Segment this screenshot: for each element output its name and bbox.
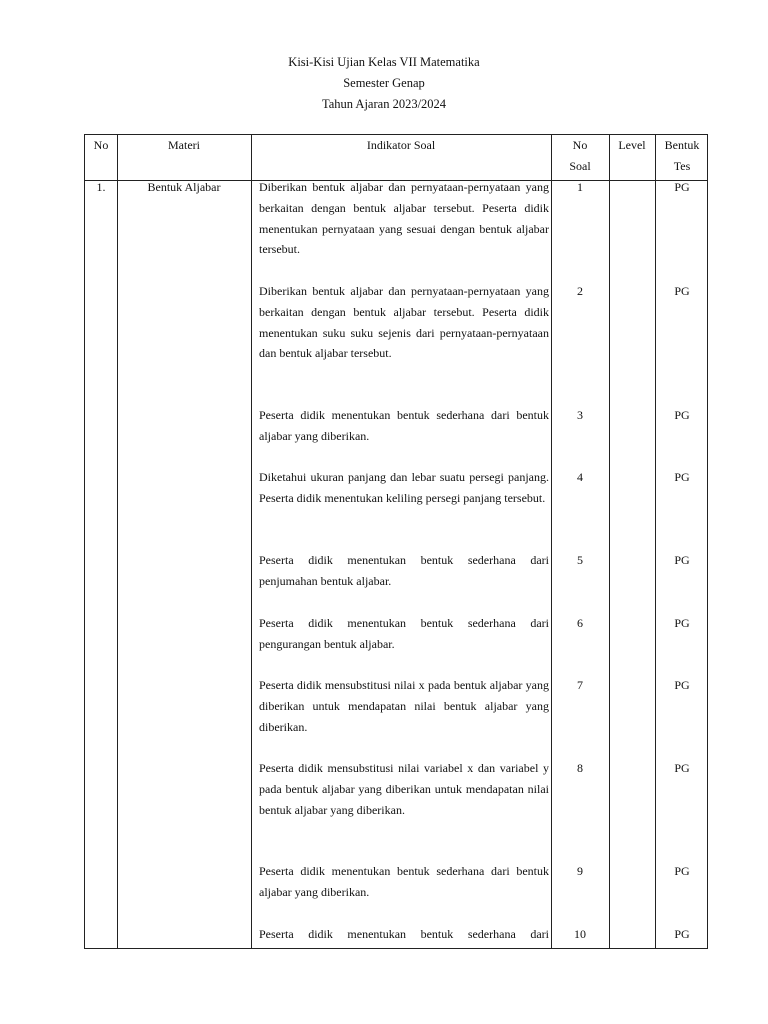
indikator-text: Peserta didik mensubstitusi nilai variabel x dan variabel y pada bentuk aljabar yang diberikan untuk mendapatan nilai bentuk aljabar yang diberikan. (259, 761, 549, 817)
indikator-text: Diberikan bentuk aljabar dan pernyataan-pernyataan yang berkaitan dengan bentuk aljabar tersebut. Peserta didik menentukan pernyataan yang sesuai dengan bentuk aljabar tersebut. (259, 180, 549, 257)
no-soal: 6 (577, 616, 583, 630)
column-divider (251, 135, 252, 948)
no-soal: 2 (577, 284, 583, 298)
bentuk-tes: PG (674, 553, 690, 567)
indikator-text: Peserta didik menentukan bentuk sederhana dari penjumahan bentuk aljabar. (259, 553, 549, 588)
column-divider (551, 135, 552, 948)
column-divider (609, 135, 610, 948)
header-bentuk-line2: Tes (673, 159, 691, 173)
no-soal: 9 (577, 864, 583, 878)
header-no: No (93, 138, 109, 152)
indikator-text: Peserta didik menentukan bentuk sederhana dari bentuk aljabar yang diberikan. (259, 864, 549, 899)
bentuk-tes: PG (674, 408, 690, 422)
row-number: 1. (96, 180, 106, 194)
bentuk-tes: PG (674, 678, 690, 692)
no-soal: 8 (577, 761, 583, 775)
bentuk-tes: PG (674, 180, 690, 194)
no-soal: 10 (574, 927, 586, 941)
bentuk-tes: PG (674, 927, 690, 941)
bentuk-tes: PG (674, 761, 690, 775)
document-title: Kisi-Kisi Ujian Kelas VII Matematika (288, 55, 480, 69)
header-no-soal-line2: Soal (569, 159, 591, 173)
document-year: Tahun Ajaran 2023/2024 (321, 97, 447, 111)
header-level: Level (618, 138, 646, 152)
document-header (0, 52, 768, 115)
no-soal: 4 (577, 470, 583, 484)
bentuk-tes: PG (674, 864, 690, 878)
no-soal: 7 (577, 678, 583, 692)
no-soal: 5 (577, 553, 583, 567)
indikator-text: Peserta didik mensubstitusi nilai x pada bentuk aljabar yang diberikan untuk mendapatan nilai bentuk aljabar yang diberikan. (259, 678, 549, 734)
kisi-kisi-table (84, 134, 708, 949)
header-materi: Materi (168, 138, 200, 152)
bentuk-tes: PG (674, 470, 690, 484)
indikator-text: Diketahui ukuran panjang dan lebar suatu persegi panjang. Peserta didik menentukan keliling persegi panjang tersebut. (259, 470, 549, 505)
no-soal: 1 (577, 180, 583, 194)
indikator-text: Peserta didik menentukan bentuk sederhana dari bentuk aljabar yang diberikan. (259, 408, 549, 443)
indikator-text: Diberikan bentuk aljabar dan pernyataan-pernyataan yang berkaitan dengan bentuk aljabar tersebut. Peserta didik menentukan suku suku sejenis dari pernyataan-pernyataan dan bentuk aljabar tersebut. (259, 284, 549, 361)
row-materi: Bentuk Aljabar (147, 180, 221, 194)
column-divider (117, 135, 118, 948)
header-no-soal-line1: No (572, 138, 588, 152)
indikator-text: Peserta didik menentukan bentuk sederhana dari (259, 927, 549, 941)
document-semester: Semester Genap (343, 76, 425, 90)
header-indikator: Indikator Soal (366, 138, 436, 152)
column-divider (655, 135, 656, 948)
indikator-text: Peserta didik menentukan bentuk sederhana dari pengurangan bentuk aljabar. (259, 616, 549, 651)
bentuk-tes: PG (674, 616, 690, 630)
no-soal: 3 (577, 408, 583, 422)
header-bentuk-line1: Bentuk (664, 138, 700, 152)
bentuk-tes: PG (674, 284, 690, 298)
